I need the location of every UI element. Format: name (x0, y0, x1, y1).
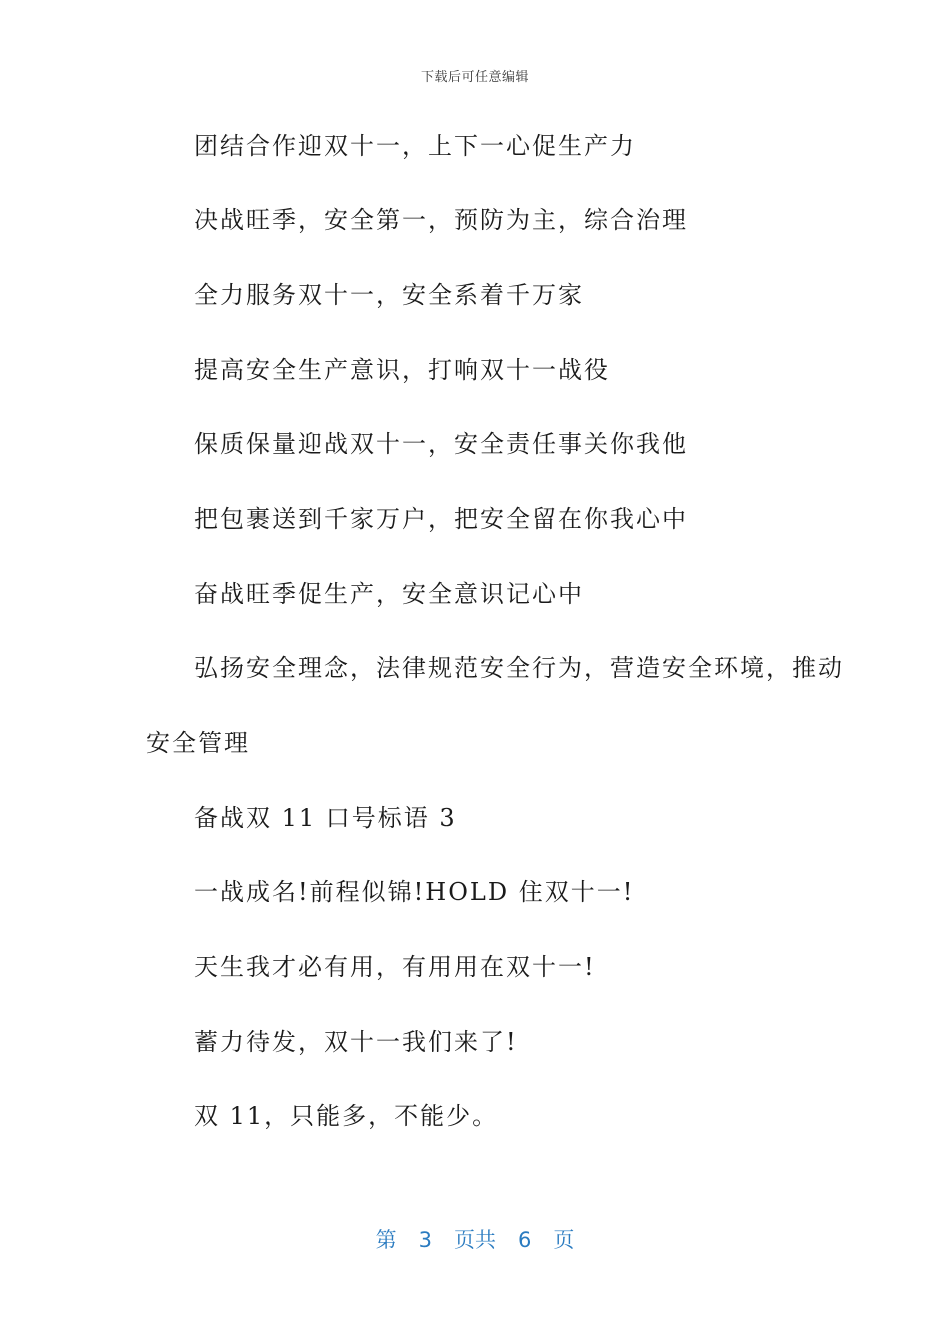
text-line: 团结合作迎双十一，上下一心促生产力 (194, 132, 636, 160)
text-line: 双 11，只能多，不能少。 (194, 1102, 499, 1130)
text-line: 奋战旺季促生产，安全意识记心中 (194, 580, 584, 608)
footer-page-number: 3 (418, 1228, 432, 1252)
text-line: 全力服务双十一，安全系着千万家 (194, 281, 584, 309)
text-line: 把包裹送到千家万户，把安全留在你我心中 (194, 505, 688, 533)
footer-page-prefix: 第 (375, 1228, 397, 1252)
text-line-continued: 安全管理 (146, 729, 250, 757)
text-line: 天生我才必有用，有用用在双十一! (194, 953, 596, 981)
footer-page-mid: 页共 (454, 1228, 496, 1252)
text-line: 提高安全生产意识，打响双十一战役 (194, 356, 610, 384)
text-line: 一战成名!前程似锦!HOLD 住双十一! (194, 878, 635, 906)
text-line: 弘扬安全理念，法律规范安全行为，营造安全环境，推动 (194, 654, 844, 682)
page-footer (0, 1224, 950, 1254)
header-note: 下载后可任意编辑 (420, 70, 529, 85)
section-heading: 备战双 11 口号标语 3 (194, 804, 457, 832)
text-line: 决战旺季，安全第一，预防为主，综合治理 (194, 206, 688, 234)
footer-page-suffix: 页 (553, 1228, 575, 1252)
text-line: 蓄力待发，双十一我们来了! (194, 1028, 518, 1056)
footer-page-total: 6 (518, 1228, 532, 1252)
text-line: 保质保量迎战双十一，安全责任事关你我他 (194, 430, 688, 458)
